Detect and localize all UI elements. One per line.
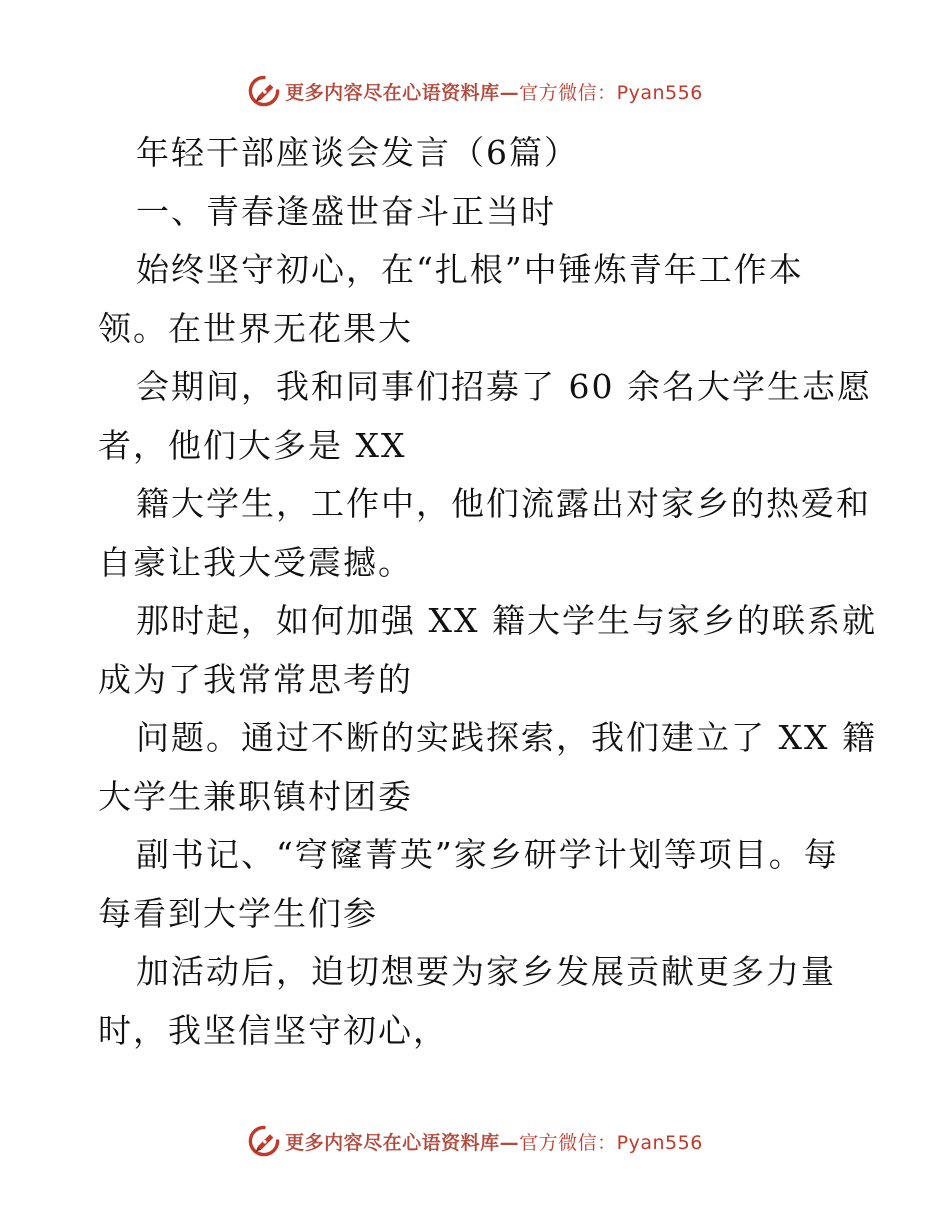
text-line: 加活动后，迫切想要为家乡发展贡献更多力量 bbox=[136, 952, 836, 991]
text-line: 那时起，如何加强 XX 籍大学生与家乡的联系就 bbox=[136, 601, 877, 640]
document-body bbox=[98, 124, 877, 1060]
text-line: 一、青春逢盛世奋斗正当时 bbox=[136, 191, 556, 231]
text-line: 领。在世界无花果大 bbox=[98, 308, 413, 348]
text-line: 每看到大学生们参 bbox=[98, 893, 378, 933]
text-line: 者，他们大多是 XX bbox=[98, 425, 407, 465]
header-banner bbox=[0, 71, 950, 111]
footer-banner bbox=[0, 1121, 950, 1161]
banner-dash: — bbox=[499, 81, 520, 104]
text-line: 时，我坚信坚守初心， bbox=[98, 1010, 448, 1050]
banner-title: 更多内容尽在心语资料库 bbox=[285, 81, 500, 104]
pen-nib-logo-icon bbox=[247, 1124, 281, 1158]
banner-wechat: 官方微信：Pyan556 bbox=[519, 81, 703, 104]
banner-wechat: 官方微信：Pyan556 bbox=[519, 1131, 703, 1154]
text-line: 籍大学生，工作中，他们流露出对家乡的热爱和 bbox=[136, 484, 871, 523]
pen-nib-logo-icon bbox=[247, 74, 281, 108]
text-line: 年轻干部座谈会发言（6篇） bbox=[136, 133, 579, 172]
banner-dash: — bbox=[499, 1131, 520, 1154]
text-line: 大学生兼职镇村团委 bbox=[98, 776, 413, 816]
text-line: 副书记、“穹窿菁英”家乡研学计划等项目。每 bbox=[136, 835, 839, 874]
text-line: 自豪让我大受震撼。 bbox=[98, 542, 413, 582]
text-line: 会期间，我和同事们招募了 60 余名大学生志愿 bbox=[136, 367, 872, 406]
text-line: 始终坚守初心，在“扎根”中锤炼青年工作本 bbox=[136, 250, 804, 289]
banner-title: 更多内容尽在心语资料库 bbox=[285, 1131, 500, 1154]
text-line: 成为了我常常思考的 bbox=[98, 659, 413, 699]
text-line: 问题。通过不断的实践探索，我们建立了 XX 籍 bbox=[136, 718, 877, 757]
